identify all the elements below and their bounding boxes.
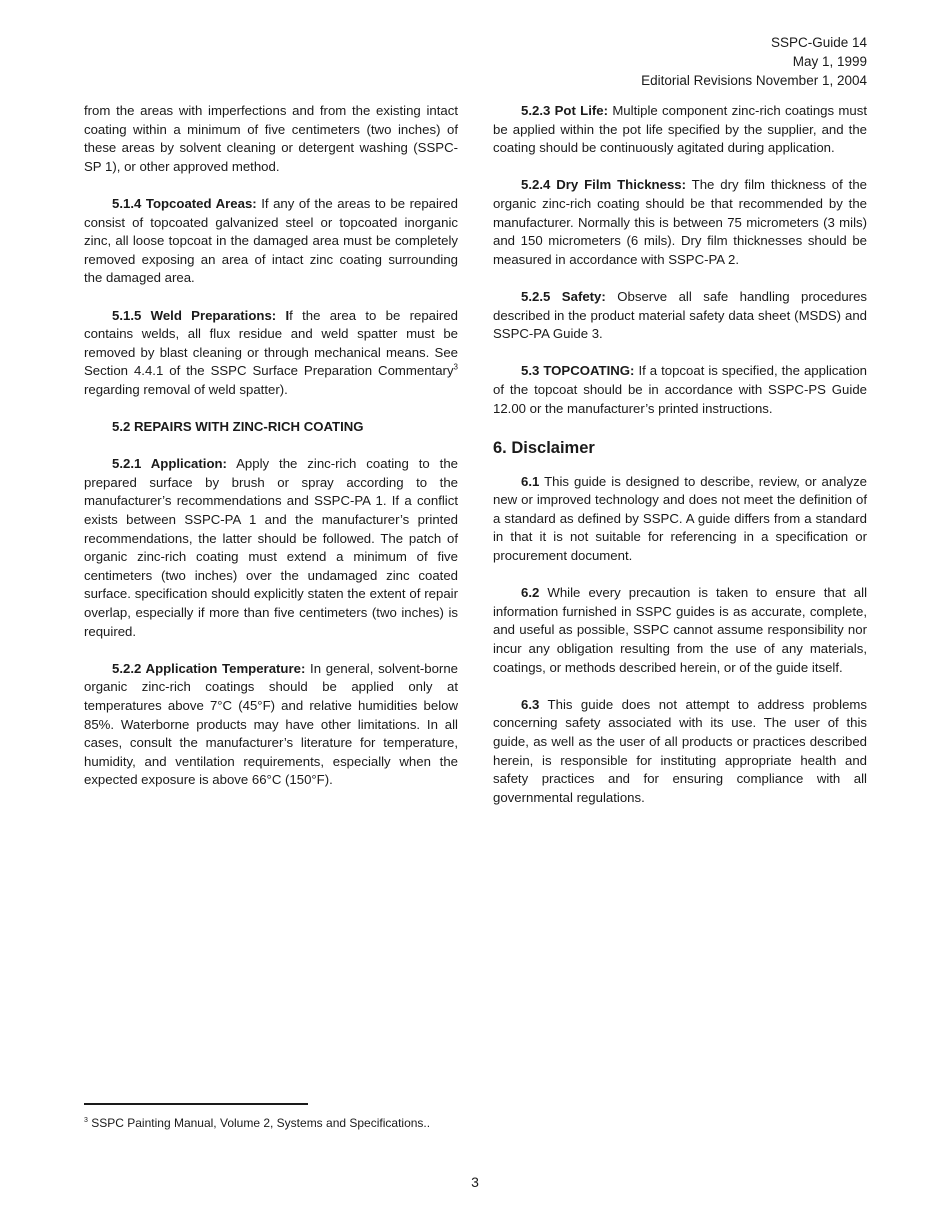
section-5-3 xyxy=(493,362,867,418)
section-6-3-title: 6.3 xyxy=(521,696,540,712)
section-5-2-3-text: Multiple component zinc-rich coatings must be applied within the pot life specified by the supplier, and the coating should be continuously agitated during application. xyxy=(493,103,867,156)
footnote xyxy=(84,1115,430,1131)
section-6-2-text: While every precaution is taken to ensure that all information furnished in SSPC guides is as accurate, complete, and useful as possible, SSPC cannot assume responsibility nor incur any obligation resulting from the use of any materials, coatings, or methods described herein, or of the guide itself. xyxy=(493,585,867,675)
doc-id: SSPC-Guide 14 xyxy=(770,35,867,50)
section-5-1-4-text: If any of the areas to be repaired consist of topcoated galvanized steel or topcoated inorganic zinc, all loose topcoat in the damaged area must be completely removed exposing an area of intact zinc coating surrounding the damaged area. xyxy=(84,195,458,286)
section-5-1-5-text-a: f the area to be repaired contains welds, all flux residue and weld spatter must be removed by blast cleaning or through mechanical means. See Section 4.4.1 of the SSPC Surface Preparation Commentary xyxy=(84,307,458,379)
section-5-2-3 xyxy=(493,102,867,158)
section-5-1-4-title: 5.1.4 Topcoated Areas: xyxy=(112,195,257,211)
section-5-2-heading: 5.2 REPAIRS WITH ZINC-RICH COATING xyxy=(112,419,364,435)
running-header xyxy=(641,33,867,90)
section-6-1 xyxy=(493,473,867,566)
section-5-2-2-title: 5.2.2 Application Temperature: xyxy=(112,660,306,676)
footnote-text: SSPC Painting Manual, Volume 2, Systems and Specifications.. xyxy=(87,1116,431,1130)
section-6-3-text: This guide does not attempt to address problems concerning safety associated with its use. The user of this guide, as well as the user of all products or practices described herein, is responsible for instituting appropriate health and safety practices and for ensuring compliance with all governmental regulations. xyxy=(493,696,867,805)
section-5-2-5-title: 5.2.5 Safety: xyxy=(521,288,606,304)
left-column xyxy=(84,102,458,809)
section-6-2-title: 6.2 xyxy=(521,585,540,601)
section-6-heading: 6. Disclaimer xyxy=(493,438,595,457)
section-6-1-text: This guide is designed to describe, review, or analyze new or improved technology and does not meet the definition of a standard as defined by SSPC. A guide differs from a standard in that it is not suitable for referencing in a specification or procurement document. xyxy=(493,473,867,564)
section-5-2-3-title: 5.2.3 Pot Life: xyxy=(521,103,609,118)
section-5-3-title: 5.3 TOPCOATING: xyxy=(521,363,635,379)
section-5-1-5 xyxy=(84,307,458,400)
page-number: 3 xyxy=(471,1174,479,1190)
section-5-2-1-title: 5.2.1 Application: xyxy=(112,456,227,472)
section-5-2-1 xyxy=(84,455,458,641)
section-5-2-5 xyxy=(493,288,867,344)
revision-date: Editorial Revisions November 1, 2004 xyxy=(641,73,867,88)
section-6-2 xyxy=(493,584,867,677)
section-5-2-1-text: Apply the zinc-rich coating to the prepared surface by brush or spray according to the manufacturer’s recommendations and SSPC-PA 1. If a conflict exists between SSPC-PA 1 and the manufacturer’s printed recommendations, the latter should be followed. The patch of organic zinc-rich coating must extend a minimum of five centimeters (two inches) over the undamaged zinc coated surface. specification should explicitly staten the extent of repair overlap, especially if more than five centimeters (two inches) is required. xyxy=(84,456,458,639)
section-5-2-4-title: 5.2.4 Dry Film Thickness: xyxy=(521,177,687,193)
footnote-divider xyxy=(84,1103,308,1105)
section-5-2-2-text: In general, solvent-borne organic zinc-rich coatings should be applied only at temperatures above 7°C (45°F) and relative humidities below 85%. Waterborne products may have other limitations. In all cases, consult the manufacturer’s literature for temperature, humidity, and ventilation requirements, especially when the expected exposure is above 66°C (150°F). xyxy=(84,660,458,788)
section-5-2-4 xyxy=(493,176,867,269)
footnote-reference: 3 xyxy=(453,362,458,372)
section-5-1-4 xyxy=(84,195,458,288)
section-6-3 xyxy=(493,696,867,808)
doc-date: May 1, 1999 xyxy=(792,54,867,69)
footnote-marker: 3 xyxy=(84,1117,88,1124)
section-5-2-4-text: The dry film thickness of the organic zinc-rich coating should be that recommended by the manufacturer. Normally this is between 75 micrometers (3 mils) and 150 micrometers (6 mils). Dry film thicknesses should be measured in accordance with SSPC-PA 2. xyxy=(493,177,867,267)
right-column xyxy=(493,102,867,826)
section-5-1-5-title: 5.1.5 Weld Preparations: I xyxy=(112,307,290,323)
section-6-1-title: 6.1 xyxy=(521,473,540,489)
paragraph-continuation: from the areas with imperfections and from the existing intact coating within a minimum of five centimeters (two inches) of these areas by solvent cleaning or detergent washing (SSPC-SP 1), or other approved method. xyxy=(84,103,458,174)
section-5-2-2 xyxy=(84,660,458,790)
section-5-1-5-text-b: regarding removal of weld spatter). xyxy=(84,381,288,397)
section-5-3-text: If a topcoat is specified, the application of the topcoat should be in accordance with SSPC-PS Guide 12.00 or the manufacturer’s printed instructions. xyxy=(493,363,867,416)
section-5-2-5-text: Observe all safe handling procedures described in the product material safety data sheet (MSDS) and SSPC-PA Guide 3. xyxy=(493,288,868,342)
